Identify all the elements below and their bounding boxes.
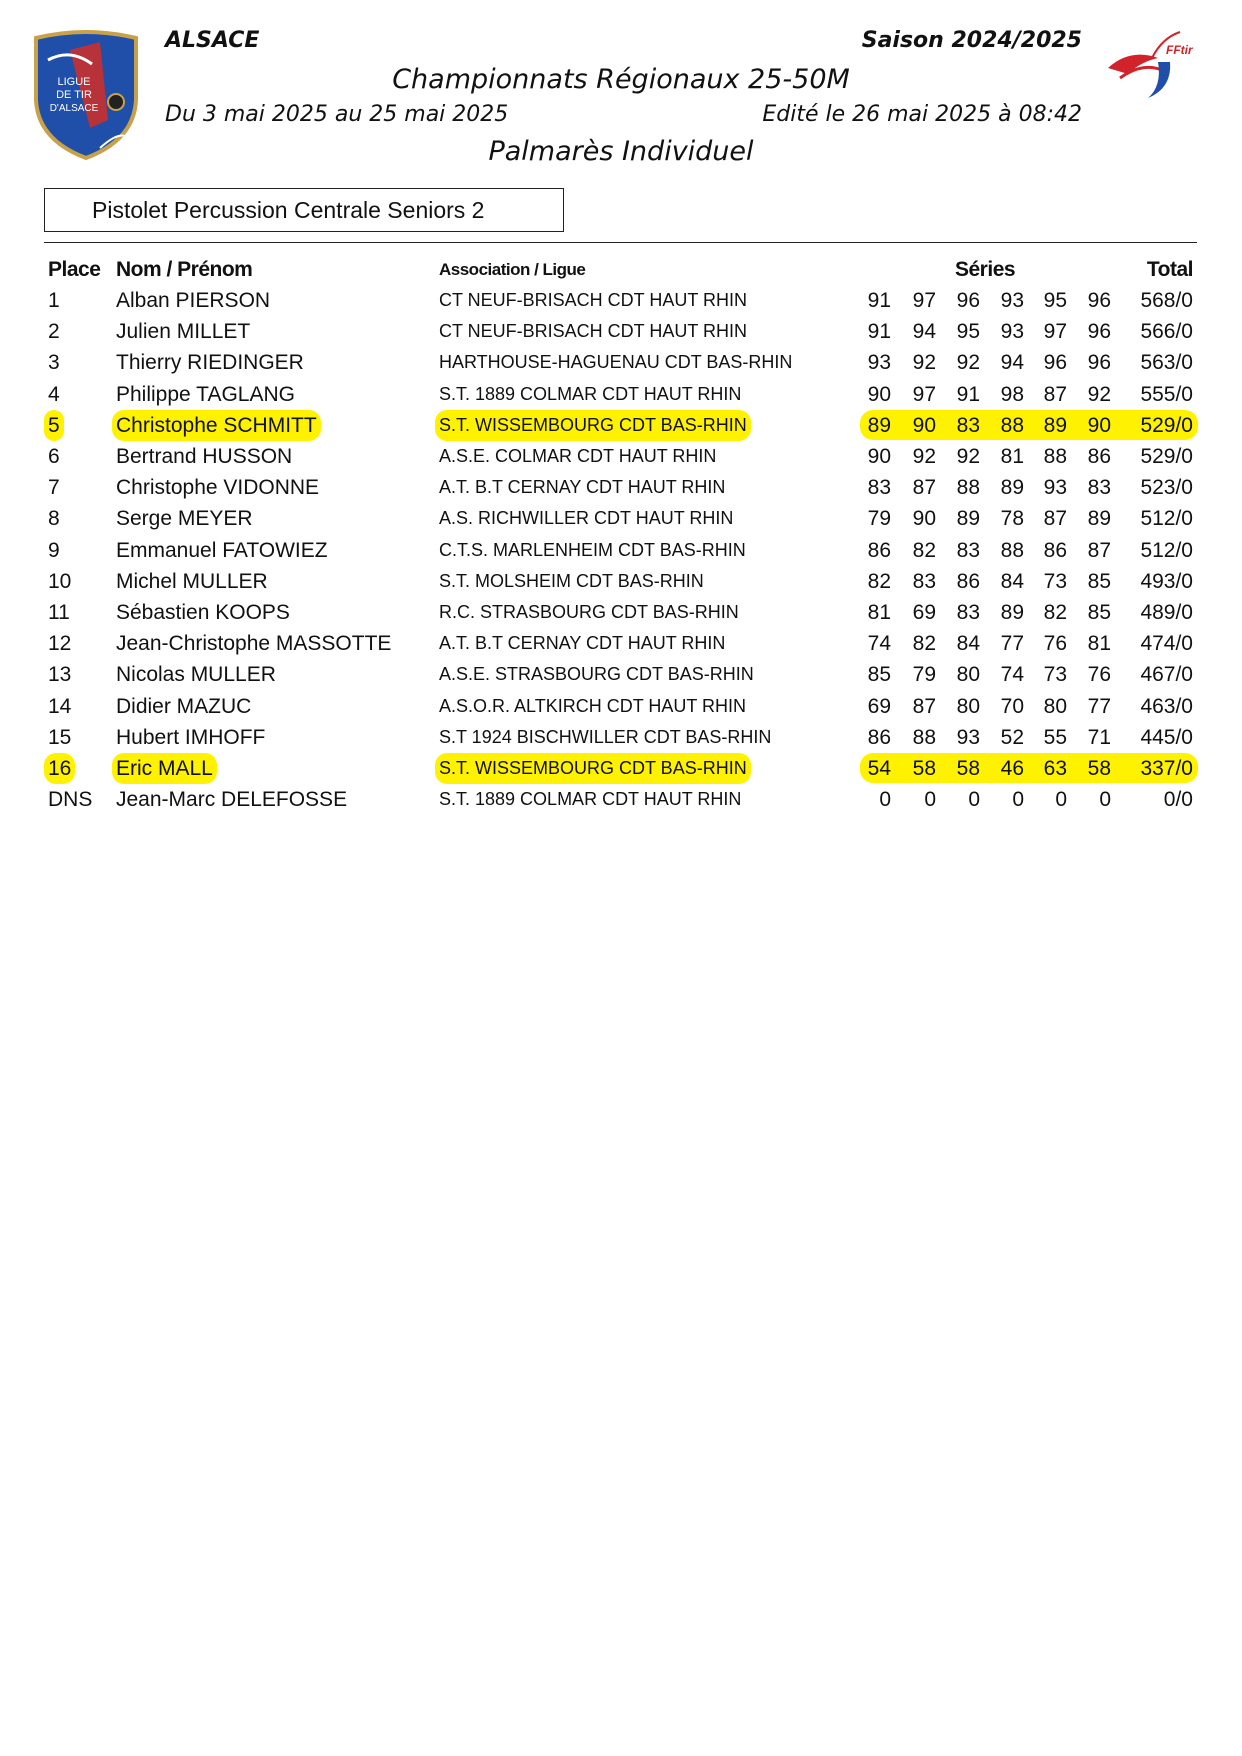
row-series-score: 86 bbox=[1043, 538, 1067, 562]
table-row bbox=[0, 285, 1242, 316]
row-series-score: 89 bbox=[956, 507, 980, 531]
row-series-score: 80 bbox=[956, 663, 980, 687]
row-series-score: 90 bbox=[912, 413, 936, 437]
row-association: CT NEUF-BRISACH CDT HAUT RHIN bbox=[439, 290, 748, 310]
row-series-score: 87 bbox=[1043, 507, 1067, 531]
row-place: 11 bbox=[48, 601, 70, 624]
row-series-score: 54 bbox=[867, 757, 891, 780]
row-place: DNS bbox=[48, 788, 93, 812]
row-series-score: 97 bbox=[912, 382, 936, 406]
row-name: Thierry RIEDINGER bbox=[116, 351, 304, 375]
row-total: 445/0 bbox=[1140, 725, 1193, 749]
table-row bbox=[0, 566, 1242, 597]
row-series-score: 88 bbox=[1000, 413, 1024, 437]
table-row bbox=[0, 628, 1242, 659]
row-series-score: 84 bbox=[956, 632, 980, 656]
edited-timestamp: Edité le 26 mai 2025 à 08:42 bbox=[762, 102, 1082, 127]
row-place: 7 bbox=[48, 476, 60, 500]
row-series-score: 88 bbox=[1000, 538, 1024, 562]
row-series-score: 84 bbox=[1000, 569, 1024, 593]
document-subtitle: Palmarès Individuel bbox=[488, 136, 754, 167]
row-series-score: 85 bbox=[867, 663, 891, 687]
row-series-score: 73 bbox=[1043, 663, 1067, 687]
col-header-assoc: Association / Ligue bbox=[439, 260, 586, 279]
row-total: 563/0 bbox=[1140, 351, 1193, 375]
logo-text-line2: DE TIR bbox=[56, 89, 92, 101]
row-series-score: 55 bbox=[1043, 725, 1067, 749]
document-title: Championnats Régionaux 25-50M bbox=[392, 64, 850, 95]
row-association: C.T.S. MARLENHEIM CDT BAS-RHIN bbox=[439, 539, 746, 560]
row-place: 3 bbox=[48, 351, 60, 375]
row-series-score: 95 bbox=[1043, 289, 1067, 312]
row-series-score: 82 bbox=[867, 569, 891, 593]
row-association: R.C. STRASBOURG CDT BAS-RHIN bbox=[439, 602, 739, 622]
row-association: A.T. B.T CERNAY CDT HAUT RHIN bbox=[439, 477, 726, 498]
row-name: Bertrand HUSSON bbox=[116, 445, 293, 468]
row-series-score: 78 bbox=[1000, 507, 1024, 531]
row-series-score: 83 bbox=[956, 601, 980, 624]
row-series-score: 82 bbox=[912, 538, 936, 562]
row-series-score: 92 bbox=[956, 445, 980, 468]
row-series-score: 81 bbox=[867, 601, 891, 624]
table-row bbox=[0, 535, 1242, 566]
row-total: 555/0 bbox=[1140, 382, 1193, 406]
row-association: A.T. B.T CERNAY CDT HAUT RHIN bbox=[439, 633, 726, 654]
row-series-score: 87 bbox=[912, 476, 936, 500]
row-series-score: 92 bbox=[956, 351, 980, 375]
row-place: 13 bbox=[48, 663, 72, 687]
row-series-score: 94 bbox=[912, 320, 936, 344]
row-series-score: 46 bbox=[1000, 757, 1024, 780]
row-total: 463/0 bbox=[1140, 694, 1193, 718]
row-name: Alban PIERSON bbox=[116, 289, 271, 312]
row-series-score: 91 bbox=[867, 320, 891, 344]
row-total: 489/0 bbox=[1140, 601, 1193, 624]
row-series-score: 96 bbox=[1087, 289, 1111, 312]
row-series-score: 83 bbox=[956, 538, 980, 562]
row-series-score: 83 bbox=[956, 413, 980, 437]
row-name: Serge MEYER bbox=[116, 507, 253, 531]
row-series-score: 0 bbox=[1055, 788, 1067, 812]
row-series-score: 81 bbox=[1000, 445, 1024, 468]
row-series-score: 90 bbox=[912, 507, 936, 531]
row-series-score: 77 bbox=[1000, 632, 1024, 656]
row-series-score: 83 bbox=[1087, 476, 1111, 500]
row-name: Christophe SCHMITT bbox=[112, 410, 321, 441]
row-total: 0/0 bbox=[1163, 788, 1193, 812]
category-title: Pistolet Percussion Centrale Seniors 2 bbox=[44, 188, 564, 232]
row-series-score: 90 bbox=[867, 382, 891, 406]
season-label: Saison 2024/2025 bbox=[861, 28, 1082, 53]
row-name: Nicolas MULLER bbox=[116, 663, 276, 687]
row-series-score: 80 bbox=[956, 694, 980, 718]
row-series-score: 87 bbox=[1043, 382, 1067, 406]
divider bbox=[44, 242, 1197, 243]
table-row bbox=[0, 472, 1242, 503]
row-series-score: 89 bbox=[1000, 601, 1024, 624]
row-name: Michel MULLER bbox=[116, 569, 268, 593]
row-place: 9 bbox=[48, 538, 60, 562]
row-series-score: 69 bbox=[912, 601, 936, 624]
row-place: 2 bbox=[48, 320, 60, 344]
row-series-score: 90 bbox=[867, 445, 891, 468]
row-series-score: 76 bbox=[1043, 632, 1067, 656]
row-series-score: 98 bbox=[1000, 382, 1024, 406]
row-series-score: 96 bbox=[1087, 351, 1111, 375]
table-row bbox=[0, 691, 1242, 722]
table-row bbox=[0, 597, 1242, 628]
row-name: Didier MAZUC bbox=[116, 694, 252, 718]
row-name: Sébastien KOOPS bbox=[116, 601, 290, 624]
row-series-score: 93 bbox=[1043, 476, 1067, 500]
row-series-score: 83 bbox=[867, 476, 891, 500]
row-series-score: 91 bbox=[867, 289, 891, 312]
fftir-logo-text: FFtir bbox=[1166, 43, 1193, 57]
row-series-score: 74 bbox=[1000, 663, 1024, 687]
row-place: 12 bbox=[48, 632, 72, 656]
row-series-score: 92 bbox=[912, 445, 936, 468]
row-series-score: 93 bbox=[1000, 289, 1024, 312]
row-series-score: 88 bbox=[956, 476, 980, 500]
row-place: 5 bbox=[44, 410, 64, 441]
table-row bbox=[0, 347, 1242, 378]
row-series-score: 86 bbox=[956, 569, 980, 593]
row-association: S.T. 1889 COLMAR CDT HAUT RHIN bbox=[439, 789, 742, 810]
row-series-score: 90 bbox=[1087, 413, 1111, 437]
row-series-score: 89 bbox=[1043, 413, 1067, 437]
row-series-score: 85 bbox=[1087, 569, 1111, 593]
row-association: A.S.E. COLMAR CDT HAUT RHIN bbox=[439, 446, 717, 466]
table-row bbox=[0, 722, 1242, 753]
row-association: A.S. RICHWILLER CDT HAUT RHIN bbox=[439, 508, 734, 529]
row-place: 4 bbox=[48, 382, 60, 406]
col-header-place: Place bbox=[48, 258, 101, 281]
row-series-score: 58 bbox=[956, 757, 980, 780]
row-series-score: 58 bbox=[1087, 757, 1111, 780]
row-series-score: 83 bbox=[912, 569, 936, 593]
row-total: 529/0 bbox=[1140, 445, 1193, 468]
row-series-score: 79 bbox=[867, 507, 891, 531]
row-total: 474/0 bbox=[1140, 632, 1193, 656]
row-series-score: 69 bbox=[867, 694, 891, 718]
row-series-score: 73 bbox=[1043, 569, 1067, 593]
row-place: 15 bbox=[48, 725, 72, 749]
row-series-score: 86 bbox=[1087, 445, 1111, 468]
row-total: 467/0 bbox=[1140, 663, 1193, 687]
row-place: 16 bbox=[44, 753, 75, 784]
region-label: ALSACE bbox=[165, 28, 260, 53]
row-series-score: 82 bbox=[912, 632, 936, 656]
row-total: 512/0 bbox=[1140, 538, 1193, 562]
row-place: 1 bbox=[48, 289, 60, 312]
row-series-score: 88 bbox=[1043, 445, 1067, 468]
row-name: Eric MALL bbox=[112, 753, 217, 784]
row-series-score: 58 bbox=[912, 757, 936, 780]
row-total: 512/0 bbox=[1140, 507, 1193, 531]
row-series-score: 85 bbox=[1087, 601, 1111, 624]
row-series-score: 93 bbox=[1000, 320, 1024, 344]
row-place: 6 bbox=[48, 445, 60, 468]
row-name: Philippe TAGLANG bbox=[116, 382, 295, 406]
row-series-score: 95 bbox=[956, 320, 980, 344]
row-series-score: 86 bbox=[867, 538, 891, 562]
table-row bbox=[0, 784, 1242, 815]
row-association: A.S.O.R. ALTKIRCH CDT HAUT RHIN bbox=[439, 695, 747, 716]
row-association: A.S.E. STRASBOURG CDT BAS-RHIN bbox=[439, 664, 754, 685]
row-association: S.T. WISSEMBOURG CDT BAS-RHIN bbox=[435, 410, 751, 441]
row-series-score: 94 bbox=[1000, 351, 1024, 375]
row-series-score: 80 bbox=[1043, 694, 1067, 718]
row-series-score: 97 bbox=[1043, 320, 1067, 344]
row-series-score: 52 bbox=[1000, 725, 1024, 749]
row-series-score: 87 bbox=[912, 694, 936, 718]
row-association: S.T. 1889 COLMAR CDT HAUT RHIN bbox=[439, 383, 742, 404]
row-series-score: 87 bbox=[1087, 538, 1111, 562]
row-series-score: 82 bbox=[1043, 601, 1067, 624]
row-series-score: 96 bbox=[956, 289, 980, 312]
row-series-score: 88 bbox=[912, 725, 936, 749]
row-name: Hubert IMHOFF bbox=[116, 725, 266, 749]
row-total: 529/0 bbox=[1140, 413, 1193, 437]
row-association: S.T. MOLSHEIM CDT BAS-RHIN bbox=[439, 570, 704, 591]
row-total: 568/0 bbox=[1140, 289, 1193, 312]
row-series-score: 0 bbox=[1012, 788, 1024, 812]
row-series-score: 89 bbox=[867, 413, 891, 437]
col-header-total: Total bbox=[1146, 258, 1193, 281]
row-series-score: 89 bbox=[1087, 507, 1111, 531]
row-series-score: 70 bbox=[1000, 694, 1024, 718]
table-row bbox=[0, 659, 1242, 690]
row-series-score: 91 bbox=[956, 382, 980, 406]
logo-text-line3: D'ALSACE bbox=[49, 103, 99, 114]
col-header-series: Séries bbox=[955, 258, 1016, 281]
row-place: 14 bbox=[48, 694, 72, 718]
row-total: 523/0 bbox=[1140, 476, 1193, 500]
row-series-score: 89 bbox=[1000, 476, 1024, 500]
date-range: Du 3 mai 2025 au 25 mai 2025 bbox=[165, 102, 509, 127]
row-series-score: 93 bbox=[867, 351, 891, 375]
row-series-score: 79 bbox=[912, 663, 936, 687]
row-name: Emmanuel FATOWIEZ bbox=[116, 538, 328, 562]
col-header-name: Nom / Prénom bbox=[116, 258, 253, 281]
row-series-score: 71 bbox=[1087, 725, 1111, 749]
row-series-score: 0 bbox=[1099, 788, 1111, 812]
table-row bbox=[0, 441, 1242, 472]
row-series-score: 77 bbox=[1087, 694, 1111, 718]
row-total: 337/0 bbox=[1140, 757, 1193, 780]
row-series-score: 81 bbox=[1087, 632, 1111, 656]
row-place: 8 bbox=[48, 507, 60, 531]
row-series-score: 92 bbox=[912, 351, 936, 375]
row-name: Julien MILLET bbox=[116, 320, 251, 344]
row-series-score: 86 bbox=[867, 725, 891, 749]
row-association: HARTHOUSE-HAGUENAU CDT BAS-RHIN bbox=[439, 352, 793, 373]
table-row bbox=[0, 503, 1242, 534]
table-row bbox=[0, 410, 1242, 441]
row-series-score: 97 bbox=[912, 289, 936, 312]
row-association: CT NEUF-BRISACH CDT HAUT RHIN bbox=[439, 321, 748, 342]
row-name: Jean-Marc DELEFOSSE bbox=[116, 788, 348, 812]
row-series-score: 0 bbox=[968, 788, 980, 812]
table-header bbox=[0, 254, 1242, 285]
row-series-score: 76 bbox=[1087, 663, 1111, 687]
row-series-score: 0 bbox=[879, 788, 891, 812]
row-association: S.T. WISSEMBOURG CDT BAS-RHIN bbox=[435, 753, 751, 784]
row-series-score: 0 bbox=[924, 788, 936, 812]
table-row bbox=[0, 316, 1242, 347]
row-name: Jean-Christophe MASSOTTE bbox=[116, 632, 392, 656]
logo-text-line1: LIGUE bbox=[57, 76, 91, 88]
row-series-score: 96 bbox=[1087, 320, 1111, 344]
row-series-score: 96 bbox=[1043, 351, 1067, 375]
row-name: Christophe VIDONNE bbox=[116, 476, 320, 500]
row-series-score: 63 bbox=[1043, 757, 1067, 780]
row-association: S.T 1924 BISCHWILLER CDT BAS-RHIN bbox=[439, 726, 772, 747]
row-total: 493/0 bbox=[1140, 569, 1193, 593]
row-series-score: 92 bbox=[1087, 382, 1111, 406]
row-total: 566/0 bbox=[1140, 320, 1193, 344]
row-series-score: 93 bbox=[956, 725, 980, 749]
table-row bbox=[0, 753, 1242, 784]
table-row bbox=[0, 379, 1242, 410]
row-place: 10 bbox=[48, 569, 72, 593]
row-series-score: 74 bbox=[867, 632, 891, 656]
